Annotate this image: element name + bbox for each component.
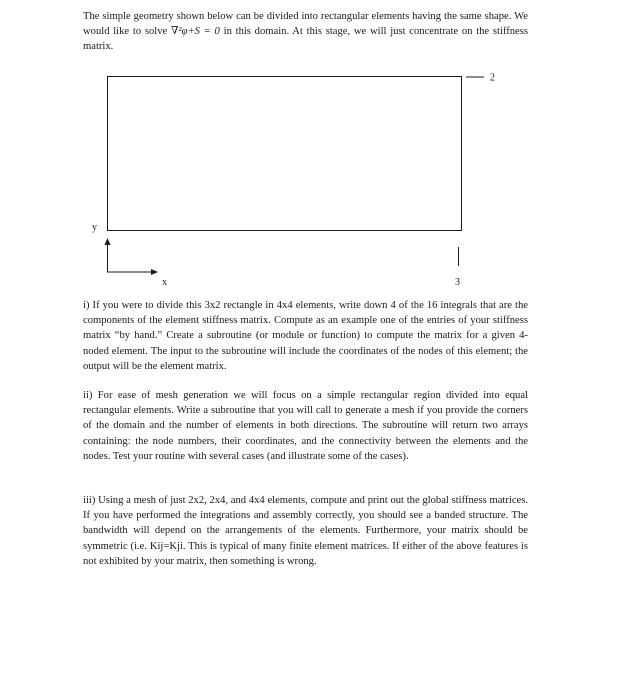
intro-text-before: The simple geometry shown below can be divided into rectangular elements having the same shape. We would like to solve bbox=[83, 11, 528, 38]
intro-text-after: in this domain. At this stage, we will just concentrate on the stiffness matrix. bbox=[83, 26, 529, 53]
height-label: 2 bbox=[490, 72, 495, 84]
y-axis-arrowhead bbox=[105, 238, 111, 245]
intro-paragraph bbox=[83, 9, 528, 55]
question-3: iii) Using a mesh of just 2x2, 2x4, and 4x4 elements, compute and print out the global stiffness matrices. If you have performed the integrations and assembly correctly, you should see a banded structure. The bandwidth will depend on the arrangements of the elements. Furthermore, your matrix should be symmetric (i.e. Kij=Kji. This is typical of many finite element matrices. If either of the above features is not exhibited by your matrix, then something is wrong. bbox=[83, 495, 528, 567]
question-2: ii) For ease of mesh generation we will focus on a simple rectangular region divided into equal rectangular elements. Write a subroutine that you will call to generate a mesh if you provide the corners of the domain and the number of elements in both directions. The subroutine will return two arrays containing: the node numbers, their coordinates, and the connectivity between the elements and the nodes. Test your routine with several cases (and illustrate some of the cases). bbox=[83, 390, 528, 462]
x-axis-arrowhead bbox=[151, 269, 158, 275]
y-axis-label: y bbox=[92, 222, 97, 233]
question-1: i) If you were to divide this 3x2 rectangle in 4x4 elements, write down 4 of the 16 integrals that are the components of the element stiffness matrix. Compute as an example one of the entries of your stiffness matrix “by hand.” Create a subroutine (or module or function) to compute the matrix for a given 4-noded element. The input to the subroutine will include the coordinates of the nodes of this element; the output will be the element matrix. bbox=[83, 300, 528, 372]
poisson-equation: ∇²φ+S = 0 bbox=[171, 26, 220, 38]
domain-rectangle bbox=[108, 77, 462, 231]
width-label: 3 bbox=[455, 277, 460, 288]
x-axis-label: x bbox=[162, 277, 167, 288]
